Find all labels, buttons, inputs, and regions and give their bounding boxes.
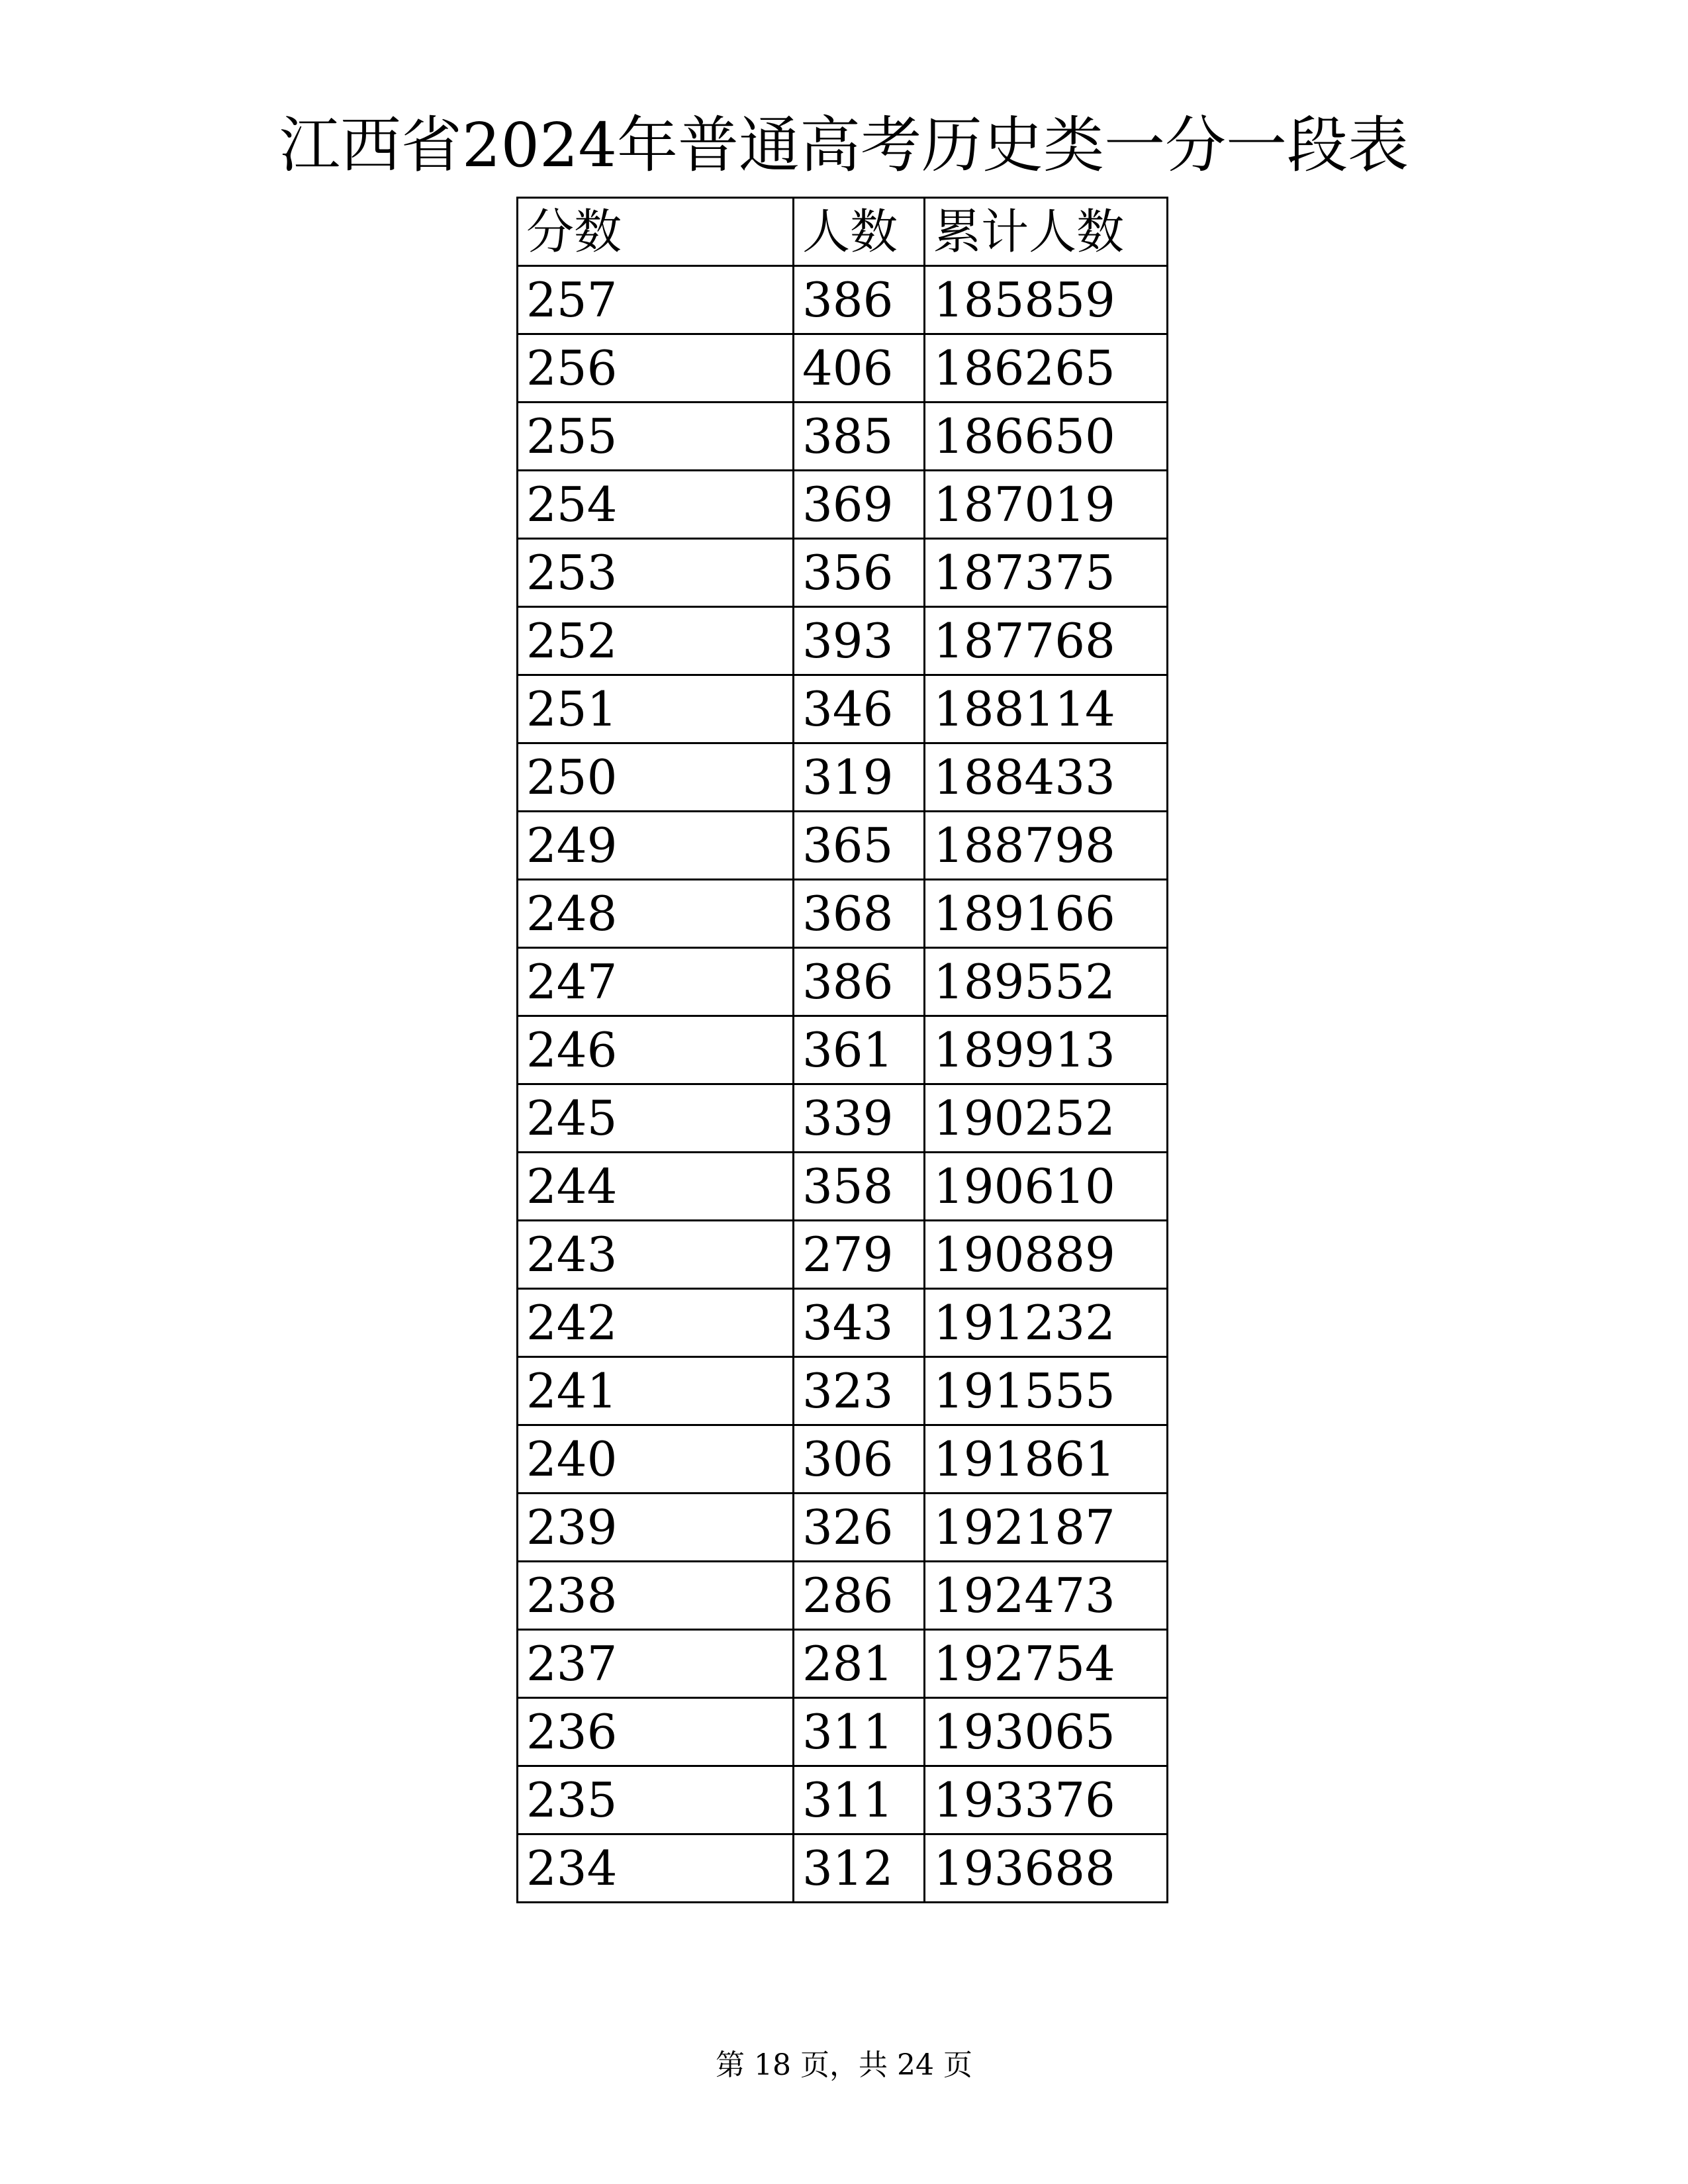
table-row [518, 1630, 1168, 1698]
count-cell: 311 [794, 1698, 925, 1766]
score-cell: 240 [518, 1425, 794, 1494]
count-cell: 358 [794, 1153, 925, 1221]
table-row [518, 812, 1168, 880]
cumulative-cell: 190252 [925, 1084, 1168, 1153]
score-cell: 237 [518, 1630, 794, 1698]
cumulative-cell: 193376 [925, 1766, 1168, 1834]
table-row [518, 539, 1168, 607]
cumulative-cell: 187768 [925, 607, 1168, 675]
count-cell: 386 [794, 266, 925, 334]
count-cell: 281 [794, 1630, 925, 1698]
score-cell: 248 [518, 880, 794, 948]
table-row [518, 1494, 1168, 1562]
table-row [518, 948, 1168, 1016]
cumulative-cell: 191861 [925, 1425, 1168, 1494]
count-cell: 326 [794, 1494, 925, 1562]
cumulative-cell: 193065 [925, 1698, 1168, 1766]
table-row [518, 880, 1168, 948]
score-cell: 244 [518, 1153, 794, 1221]
cumulative-cell: 186265 [925, 334, 1168, 403]
count-cell: 339 [794, 1084, 925, 1153]
table-row [518, 266, 1168, 334]
score-cell: 255 [518, 403, 794, 471]
cumulative-cell: 192473 [925, 1562, 1168, 1630]
table-body [518, 198, 1168, 1903]
cumulative-cell: 191555 [925, 1357, 1168, 1425]
table-row [518, 743, 1168, 812]
table-row [518, 1153, 1168, 1221]
count-cell: 385 [794, 403, 925, 471]
cumulative-cell: 192754 [925, 1630, 1168, 1698]
table-row [518, 1357, 1168, 1425]
cumulative-cell: 186650 [925, 403, 1168, 471]
table-row [518, 1562, 1168, 1630]
score-cell: 250 [518, 743, 794, 812]
cumulative-cell: 185859 [925, 266, 1168, 334]
count-cell: 361 [794, 1016, 925, 1084]
score-cell: 247 [518, 948, 794, 1016]
table-row [518, 471, 1168, 539]
count-cell: 279 [794, 1221, 925, 1289]
count-cell: 306 [794, 1425, 925, 1494]
count-cell: 323 [794, 1357, 925, 1425]
cumulative-cell: 191232 [925, 1289, 1168, 1357]
score-cell: 242 [518, 1289, 794, 1357]
table-row [518, 675, 1168, 743]
score-cell: 241 [518, 1357, 794, 1425]
cumulative-cell: 190610 [925, 1153, 1168, 1221]
count-cell: 406 [794, 334, 925, 403]
count-cell: 312 [794, 1834, 925, 1903]
cumulative-cell: 189166 [925, 880, 1168, 948]
table-row [518, 1834, 1168, 1903]
score-cell: 239 [518, 1494, 794, 1562]
cumulative-cell: 193688 [925, 1834, 1168, 1903]
score-cell: 254 [518, 471, 794, 539]
table-row [518, 1698, 1168, 1766]
count-cell: 365 [794, 812, 925, 880]
cumulative-cell: 189913 [925, 1016, 1168, 1084]
table-row [518, 1016, 1168, 1084]
count-cell: 368 [794, 880, 925, 948]
score-cell: 253 [518, 539, 794, 607]
score-cell: 245 [518, 1084, 794, 1153]
table-row [518, 1289, 1168, 1357]
header-score: 分数 [518, 198, 794, 266]
score-cell: 234 [518, 1834, 794, 1903]
count-cell: 319 [794, 743, 925, 812]
cumulative-cell: 188798 [925, 812, 1168, 880]
table-row [518, 1084, 1168, 1153]
score-cell: 249 [518, 812, 794, 880]
cumulative-cell: 188433 [925, 743, 1168, 812]
score-cell: 246 [518, 1016, 794, 1084]
header-cumulative: 累计人数 [925, 198, 1168, 266]
table-header-row [518, 198, 1168, 266]
score-cell: 256 [518, 334, 794, 403]
table-row [518, 607, 1168, 675]
table-row [518, 1766, 1168, 1834]
score-cell: 238 [518, 1562, 794, 1630]
cumulative-cell: 190889 [925, 1221, 1168, 1289]
header-count: 人数 [794, 198, 925, 266]
score-cell: 252 [518, 607, 794, 675]
cumulative-cell: 187019 [925, 471, 1168, 539]
page-title: 江西省2024年普通高考历史类一分一段表 [279, 110, 1409, 181]
table-row [518, 1425, 1168, 1494]
count-cell: 369 [794, 471, 925, 539]
table-row [518, 1221, 1168, 1289]
score-cell: 236 [518, 1698, 794, 1766]
count-cell: 346 [794, 675, 925, 743]
count-cell: 356 [794, 539, 925, 607]
page-footer: 第 18 页，共 24 页 [716, 2048, 972, 2082]
table-row [518, 403, 1168, 471]
table-row [518, 334, 1168, 403]
score-cell: 251 [518, 675, 794, 743]
score-cell: 243 [518, 1221, 794, 1289]
cumulative-cell: 192187 [925, 1494, 1168, 1562]
score-cell: 235 [518, 1766, 794, 1834]
cumulative-cell: 188114 [925, 675, 1168, 743]
score-cell: 257 [518, 266, 794, 334]
count-cell: 311 [794, 1766, 925, 1834]
cumulative-cell: 187375 [925, 539, 1168, 607]
count-cell: 393 [794, 607, 925, 675]
score-distribution-table [516, 197, 1168, 1903]
count-cell: 286 [794, 1562, 925, 1630]
cumulative-cell: 189552 [925, 948, 1168, 1016]
count-cell: 386 [794, 948, 925, 1016]
count-cell: 343 [794, 1289, 925, 1357]
